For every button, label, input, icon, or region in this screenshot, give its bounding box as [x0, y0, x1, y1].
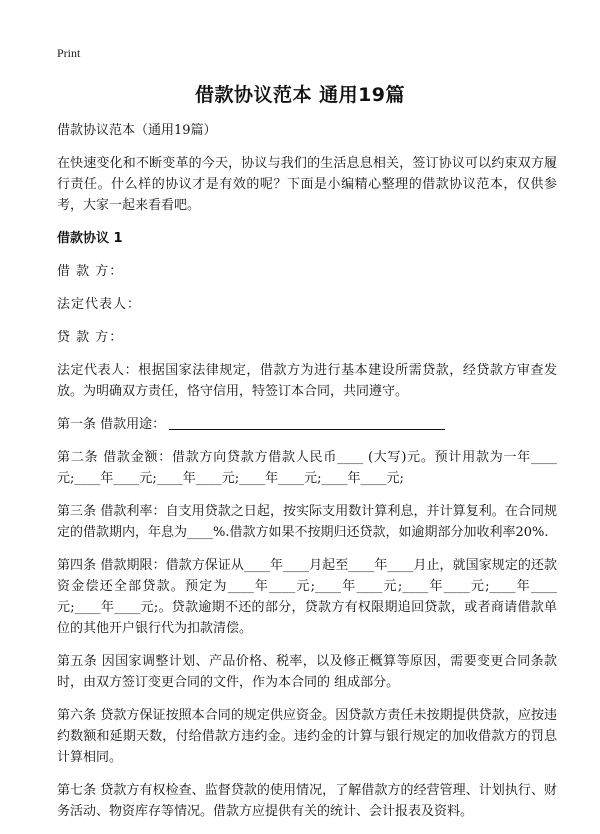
borrower-field: 借 款 方： — [57, 264, 124, 279]
loan-purpose-blank — [169, 415, 445, 430]
intro-paragraph: 在快速变化和不断变革的今天，协议与我们的生活息息相关，签订协议可以约束双方履行责任。什么样的协议才是有效的呢？下面是小编精心整理的借款协议范本，仅供参考，大家一起来看看吧。 — [57, 156, 557, 213]
article-2: 第二条 借款金额：借款方向贷款方借款人民币____ (大写)元。预计用款为一年____元;____年____元;____年____元;____年____元;____年____元; — [57, 450, 557, 486]
lender-field: 贷 款 方： — [57, 330, 124, 345]
document-subtitle: 借款协议范本（通用19篇） — [57, 123, 217, 138]
article-4: 第四条 借款期限：借款方保证从____年____月起至____年____月止，就国家规定的还款资金偿还全部贷款。预定为____年____元;____年____元;____年____元;____年____元;____年____元;。贷款逾期不还的部分，贷款方有权限期追回贷款，或者商请借款单位的其他开户银行代为扣款清偿。 — [57, 558, 557, 636]
article-6: 第六条 贷款方保证按照本合同的规定供应资金。因贷款方责任未按期提供贷款，应按违约数额和延期天数，付给借款方违约金。违约金的计算与银行规定的加收借款方的罚息计算相同。 — [57, 708, 557, 765]
article-7: 第七条 贷款方有权检查、监督贷款的使用情况，了解借款方的经营管理、计划执行、财务活动、物资库存等情况。借款方应提供有关的统计、会计报表及资料。 — [57, 783, 557, 819]
legal-representative-field: 法定代表人： — [57, 297, 142, 312]
preamble-paragraph: 法定代表人：根据国家法律规定，借款方为进行基本建设所需贷款，经贷款方审查发放。为明确双方责任，恪守信用，特签订本合同，共同遵守。 — [57, 363, 557, 399]
page-title: 借款协议范本 通用19篇 — [194, 84, 406, 106]
print-label: Print — [57, 46, 81, 60]
article-5: 第五条 因国家调整计划、产品价格、税率，以及修正概算等原因，需要变更合同条款时，由双方签订变更合同的文件，作为本合同的 组成部分。 — [57, 654, 557, 690]
document-body — [57, 120, 557, 834]
article-1-label: 第一条 借款用途： — [57, 417, 166, 432]
article-1 — [57, 414, 557, 435]
article-3: 第三条 借款利率：自支用贷款之日起，按实际支用数计算利息，并计算复利。在合同规定的借款期内，年息为____%.借款方如果不按期归还贷款，如逾期部分加收利率20%. — [57, 504, 557, 540]
section-heading: 借款协议 1 — [57, 231, 123, 246]
